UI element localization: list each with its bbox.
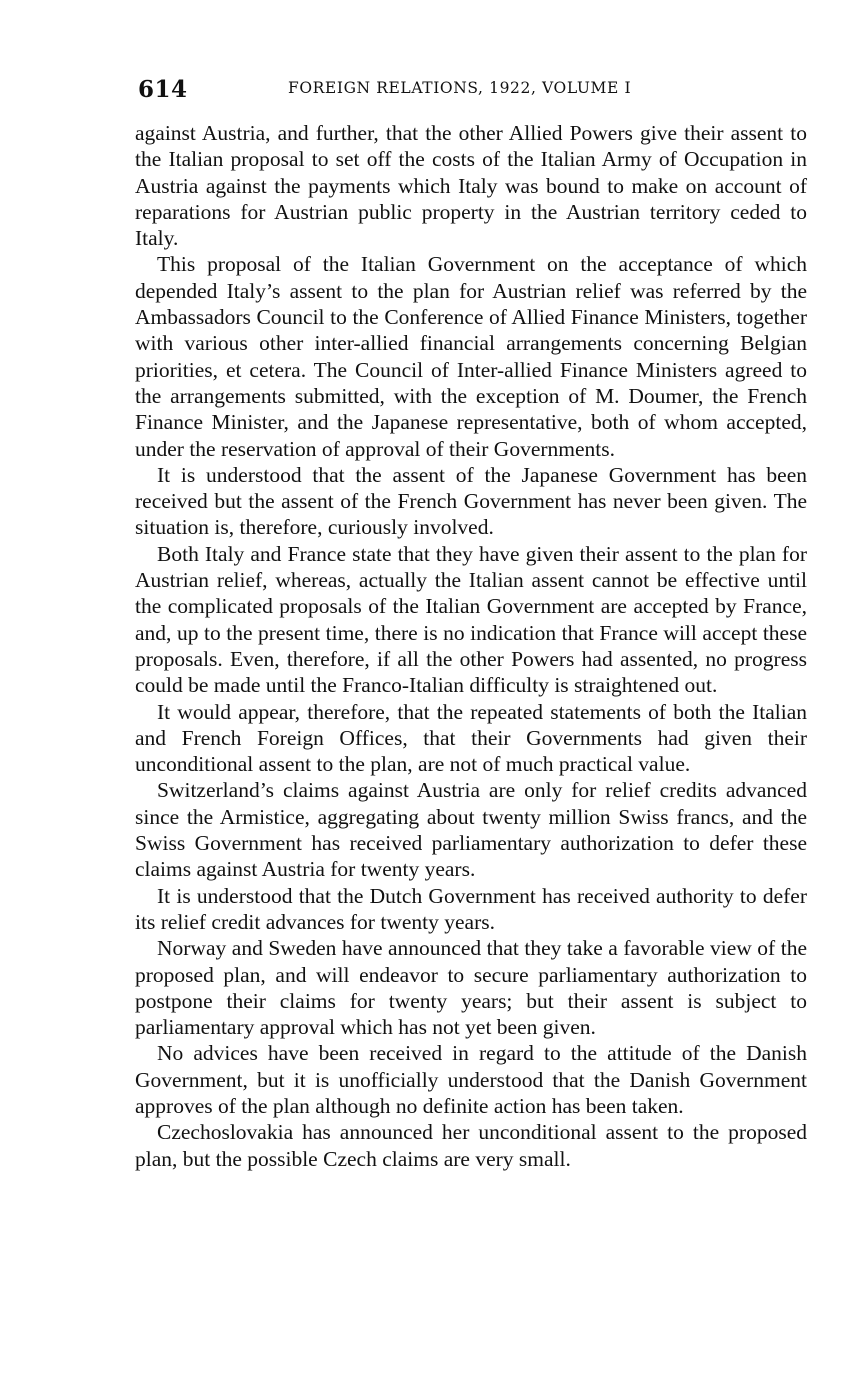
paragraph-continuation: against Austria, and further, that the other Allied Powers give their assent to the Italian proposal to set off the costs of the Italian Army of Occupation in Austria against the payments which Italy was bound to make on account of reparations for Austrian public property in the Austrian territory ceded to Italy. [135,121,807,251]
paragraph-japanese-french-assent: It is understood that the assent of the Japanese Government has been received but the assent of the French Government has never been given. The situation is, therefore, curiously involved. [135,462,807,540]
paragraph-italian-proposal: This proposal of the Italian Government on the acceptance of which depended Italy’s assent to the plan for Austrian relief was referred by the Ambassadors Council to the Conference of Allied Finance Ministers, together with various other inter-allied financial arrangements concerning Belgian priorities, et cetera. The Council of Inter-allied Finance Ministers agreed to the arrangements submitted, with the exception of M. Doumer, the French Finance Minister, and the Japanese representative, both of whom accepted, under the reservation of approval of their Governments. [135,252,807,461]
page-number: 614 [138,76,188,103]
paragraph-danish: No advices have been received in regard to the attitude of the Danish Government, but it is unofficially understood that the Danish Government approves of the plan although no definite action has been taken. [135,1041,807,1118]
paragraph-switzerland: Switzerland’s claims against Austria are only for relief credits advanced since the Armistice, aggregating about twenty million Swiss francs, and the Swiss Government has received parliamentary authorization to defer these claims against Austria for twenty years. [135,778,807,882]
paragraph-norway-sweden: Norway and Sweden have announced that they take a favorable view of the proposed plan, and will endeavor to secure parliamentary authorization to postpone their claims for twenty years; but their assent is subject to parliamentary approval which has not yet been given. [135,936,807,1040]
paragraph-czechoslovakia: Czechoslovakia has announced her unconditional assent to the proposed plan, but the possible Czech claims are very small. [135,1120,807,1171]
running-title: FOREIGN RELATIONS, 1922, VOLUME I [288,79,632,97]
body-text [135,120,807,1172]
paragraph-dutch: It is understood that the Dutch Government has received authority to defer its relief credit advances for twenty years. [135,883,807,934]
running-head [138,76,810,106]
paragraph-foreign-offices: It would appear, therefore, that the repeated statements of both the Italian and French Foreign Offices, that their Governments had given their unconditional assent to the plan, are not of much practical value. [135,699,807,777]
paragraph-italy-france: Both Italy and France state that they have given their assent to the plan for Austrian relief, whereas, actually the Italian assent cannot be effective until the complicated proposals of the Italian Government are accepted by France, and, up to the present time, there is no indication that France will accept these proposals. Even, therefore, if all the other Powers had assented, no progress could be made until the Franco-Italian difficulty is straightened out. [135,541,807,698]
